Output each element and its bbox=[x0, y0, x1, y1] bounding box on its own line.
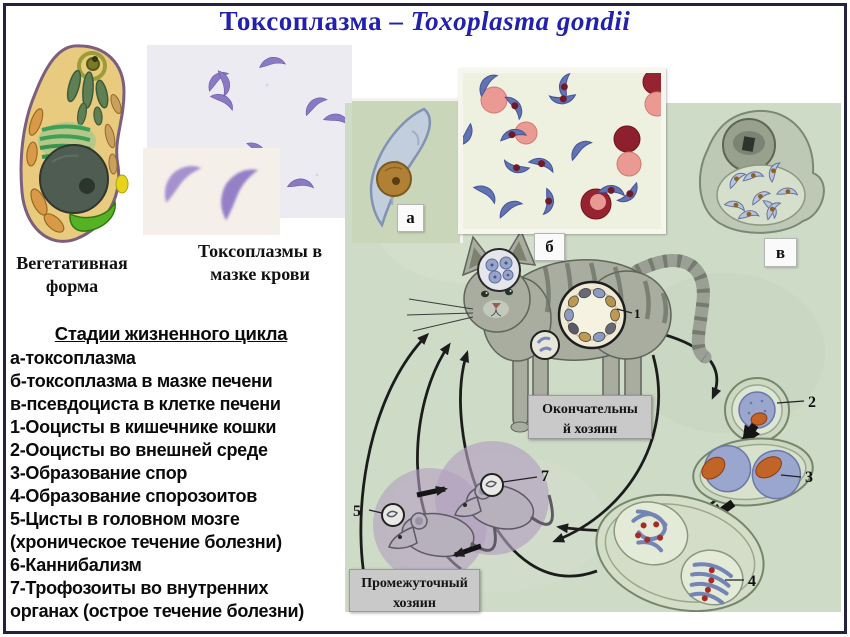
title-russian: Токсоплазма – bbox=[219, 6, 411, 36]
stage-item-a: а-токсоплазма bbox=[10, 348, 136, 368]
stage-item-b: б-токсоплазма в мазке печени bbox=[10, 371, 273, 391]
figure-label-a-text: а bbox=[406, 208, 415, 227]
final-host-line1: Окончательны bbox=[542, 402, 638, 417]
intermediate-host-label bbox=[349, 569, 480, 612]
figure-label-b-text: б bbox=[545, 237, 554, 256]
stage-item-3: 3-Образование спор bbox=[10, 463, 188, 483]
title-latin: Toxoplasma gondii bbox=[410, 6, 631, 36]
intermediate-host-line1: Промежуточный bbox=[361, 576, 468, 591]
cat-brain-cysts-circle bbox=[478, 249, 520, 291]
marker-3: 3 bbox=[805, 469, 813, 486]
cat-chest-circle bbox=[531, 331, 559, 359]
intermediate-host-line2: хозяин bbox=[393, 595, 436, 611]
marker-7: 7 bbox=[541, 468, 549, 485]
figure-label-v bbox=[764, 238, 797, 267]
page-title bbox=[0, 6, 850, 37]
vegetative-form-caption: Вегетативная форма bbox=[16, 253, 128, 296]
marker-4: 4 bbox=[748, 573, 756, 590]
blood-smear-inset-photo bbox=[143, 148, 280, 235]
stage-item-4: 4-Образование спорозоитов bbox=[10, 486, 257, 506]
marker-1: 1 bbox=[634, 306, 641, 321]
life-cycle-stages-list bbox=[10, 322, 332, 623]
final-host-label bbox=[528, 395, 652, 439]
stage-item-v: в-псевдоциста в клетке печени bbox=[10, 394, 281, 414]
vegetative-form-figure bbox=[12, 42, 142, 247]
cat-whiskers bbox=[407, 299, 473, 331]
stage-item-1: 1-Ооцисты в кишечнике кошки bbox=[10, 417, 277, 437]
oocyst-stage-3 bbox=[690, 433, 816, 511]
figure-label-a bbox=[397, 204, 424, 232]
marker-5: 5 bbox=[353, 503, 361, 520]
stage-item-6: 6-Каннибализм bbox=[10, 555, 142, 575]
marker-2: 2 bbox=[808, 394, 816, 411]
vegetative-form-drawing bbox=[12, 42, 142, 247]
final-host-line2: й хозяин bbox=[562, 421, 618, 437]
pseudocyst-drawing bbox=[700, 111, 824, 233]
figure-label-b bbox=[534, 233, 565, 261]
figure-label-v-text: в bbox=[775, 242, 786, 262]
stages-heading: Стадии жизненного цикла bbox=[54, 323, 288, 344]
blood-smear-figure-b bbox=[458, 68, 666, 234]
stage-item-7: 7-Трофозоиты во внутренних органах (острое течение болезни) bbox=[10, 578, 304, 621]
stage-item-2: 2-Ооцисты во внешней среде bbox=[10, 440, 268, 460]
blood-smear-caption: Токсоплазмы в мазке крови bbox=[197, 241, 323, 284]
stage-item-5: 5-Цисты в головном мозге (хроническое течение болезни) bbox=[10, 509, 282, 552]
